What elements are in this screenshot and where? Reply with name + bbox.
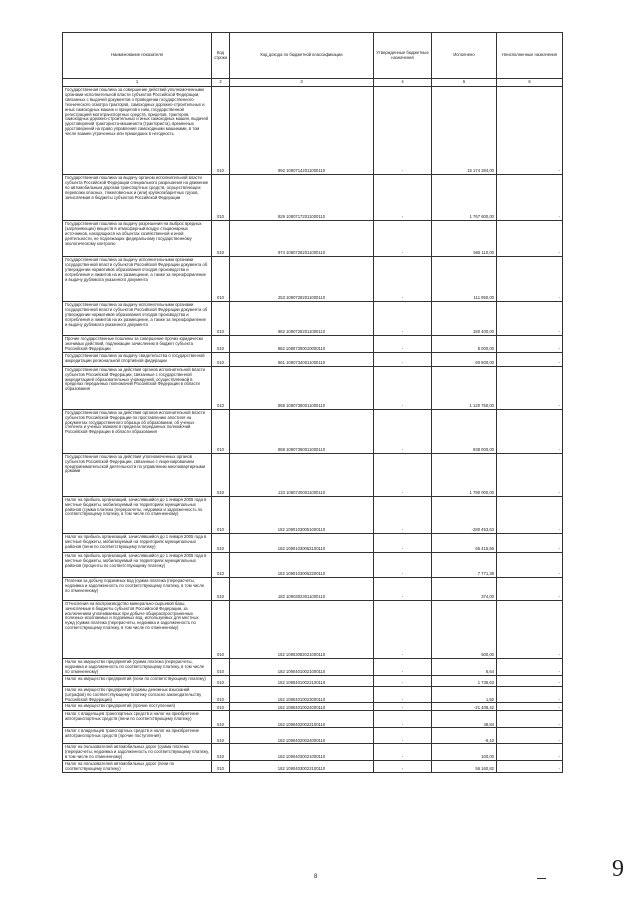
budget-code-cell: 182 10903082021000110 <box>230 600 374 658</box>
line-code-cell: 010 <box>212 552 230 577</box>
table-row <box>63 366 563 409</box>
indicator-name-cell: Государственная пошлина за выдачу органом исполнительной власти субъекта Российской Федерации специального разрешения на движение по автомобильным дорогам транспортных средств, осуществляющих перевозки опасных, тяжеловесных и (или) крупногабаритных грузов, зачисляемая в бюджеты субъектов Российской Федерации <box>63 175 212 221</box>
unexecuted-cell: - <box>497 552 563 577</box>
approved-cell: - <box>374 409 432 453</box>
unexecuted-cell: - <box>497 686 563 703</box>
unexecuted-cell: - <box>497 366 563 409</box>
executed-cell: 1 120 750,00 <box>432 366 497 409</box>
budget-code-cell: 868 10807390011000110 <box>230 409 374 453</box>
page-number: 8 <box>314 874 318 880</box>
approved-cell: - <box>374 552 432 577</box>
indicator-name-cell: Отчисления на воспроизводство минерально-сырьевой базы, зачисляемые в бюджеты субъектов Российской Федерации, за исключением уплачиваемых при добыче общераспространенных полезных ископаемых и подземных вод, используемых для местных нужд (сумма платежа (перерасчеты, недоимка и задолженность по соответствующему платежу, в том числе по отмененному) <box>63 600 212 658</box>
line-code-cell: 010 <box>212 257 230 302</box>
table-row <box>63 552 563 577</box>
column-number: 1 <box>63 79 212 87</box>
table-row <box>63 257 563 302</box>
unexecuted-cell: - <box>497 496 563 533</box>
unexecuted-cell: - <box>497 336 563 353</box>
budget-code-cell: 182 10904010021000110 <box>230 658 374 675</box>
column-number: 2 <box>212 79 230 87</box>
approved-cell: - <box>374 302 432 336</box>
indicator-name-cell: Государственная пошлина за выдачу свидетельства о государственной аккредитации региональной спортивной федерации <box>63 352 212 366</box>
approved-cell: - <box>374 703 432 711</box>
header-indicator-name: Наименование показателя <box>63 33 212 79</box>
unexecuted-cell: - <box>497 761 563 773</box>
unexecuted-cell: - <box>497 577 563 600</box>
approved-cell: - <box>374 600 432 658</box>
executed-cell: -21 408,42 <box>432 703 497 711</box>
budget-code-cell: 974 10807262011000110 <box>230 221 374 257</box>
executed-cell: 565 110,00 <box>432 221 497 257</box>
budget-code-cell: 982 10807300010000110 <box>230 336 374 353</box>
indicator-name-cell: Налог с владельцев транспортных средств и налог на приобретение автотранспортных средств (прочие поступления) <box>63 728 212 744</box>
column-number: 6 <box>497 79 563 87</box>
line-code-cell: 010 <box>212 675 230 686</box>
executed-cell: 5 000,00 <box>432 336 497 353</box>
indicator-name-cell: Налог с владельцев транспортных средств и налог на приобретение автотранспортных средств (пени по соответствующему платежу) <box>63 711 212 728</box>
table-row <box>63 533 563 552</box>
table-row <box>63 658 563 675</box>
line-code-cell: 010 <box>212 600 230 658</box>
line-code-cell: 010 <box>212 533 230 552</box>
table-row <box>63 744 563 761</box>
executed-cell: 1 767 600,00 <box>432 175 497 221</box>
line-code-cell: 010 <box>212 686 230 703</box>
indicator-name-cell: Государственная пошлина за действия органов исполнительной власти субъектов Российской Федерации, связанные с государственной аккредитацией образовательных учреждений, осуществляемой в пределах переданных полномочий Российской Федерации в области образования <box>63 366 212 409</box>
table-row <box>63 302 563 336</box>
table-row <box>63 686 563 703</box>
table-row <box>63 711 563 728</box>
budget-code-cell: 182 10904030021000110 <box>230 744 374 761</box>
budget-code-cell: 982 10807282011000110 <box>230 302 374 336</box>
table-row <box>63 352 563 366</box>
executed-cell: 111 950,00 <box>432 257 497 302</box>
line-code-cell: 010 <box>212 175 230 221</box>
approved-cell: - <box>374 257 432 302</box>
budget-code-cell: 929 10807172011000110 <box>230 175 374 221</box>
unexecuted-cell: - <box>497 257 563 302</box>
line-code-cell: 010 <box>212 336 230 353</box>
executed-cell: 65 415,56 <box>432 533 497 552</box>
line-code-cell: 010 <box>212 221 230 257</box>
approved-cell: - <box>374 744 432 761</box>
line-code-cell: 010 <box>212 302 230 336</box>
executed-cell: 150 400,00 <box>432 302 497 336</box>
approved-cell: - <box>374 496 432 533</box>
header-unexecuted: Неисполненные назначения <box>497 33 563 79</box>
table-row <box>63 577 563 600</box>
approved-cell: - <box>374 728 432 744</box>
table-row <box>63 87 563 175</box>
approved-cell: - <box>374 533 432 552</box>
budget-code-cell: 868 10807380011000110 <box>230 366 374 409</box>
indicator-name-cell: Налог на имущество предприятий (пени по соответствующему платежу) <box>63 675 212 686</box>
corner-page-mark: 9 <box>612 856 624 882</box>
indicator-name-cell: Налог на прибыль организаций, зачислявшийся до 1 января 2005 года в местные бюджеты, мобилизуемый на территориях муниципальных районов (пени по соответствующему платежу) <box>63 533 212 552</box>
line-code-cell: 010 <box>212 658 230 675</box>
budget-code-cell: 992 10807142011000110 <box>230 87 374 175</box>
line-code-cell: 010 <box>212 577 230 600</box>
unexecuted-cell: - <box>497 744 563 761</box>
line-code-cell: 010 <box>212 352 230 366</box>
unexecuted-cell: - <box>497 409 563 453</box>
indicator-name-cell: Налог на прибыль организаций, зачислявшийся до 1 января 2005 года в местные бюджеты, мобилизуемый на территориях муниципальных районов (сумма платежа (перерасчеты, недоимка и задолженность по соответствующему платежу, в том числе по отмененному) <box>63 496 212 533</box>
table-row <box>63 336 563 353</box>
table-row <box>63 728 563 744</box>
indicator-name-cell: Государственная пошлина за выдачу исполнительными органами государственной власти субъектов Российской Федерации документа об утверждении нормативов образования отходов производства и потребления и лимитов на их размещение, а также за переоформление и выдачу дубликата указанного документа <box>63 302 212 336</box>
table-row <box>63 221 563 257</box>
unexecuted-cell: - <box>497 675 563 686</box>
indicator-name-cell: Налог на имущество предприятий (суммы денежных взысканий (штрафов) по соответствующему платежу согласно законодательству Российской Федерации) <box>63 686 212 703</box>
unexecuted-cell: - <box>497 87 563 175</box>
indicator-name-cell: Государственная пошлина за действия уполномоченных органов субъектов Российской Федерации, связанные с лицензированием предпринимательской деятельности по управлению многоквартирными домами <box>63 453 212 496</box>
line-code-cell: 010 <box>212 703 230 711</box>
executed-cell: 100,00 <box>432 744 497 761</box>
budget-code-cell: 182 10901030051000110 <box>230 496 374 533</box>
executed-cell: 938 000,00 <box>432 409 497 453</box>
executed-cell: 6,64 <box>432 658 497 675</box>
header-executed: Исполнено <box>432 33 497 79</box>
unexecuted-cell: - <box>497 221 563 257</box>
header-line-code: Код строки <box>212 33 230 79</box>
indicator-name-cell: Государственная пошлина за выдачу разрешения на выброс вредных (загрязняющих) веществ в атмосферный воздух стационарных источников, находящихся на объектах хозяйственной и иной деятельности, не подлежащих федеральному государственному экологическому контролю <box>63 221 212 257</box>
table-row <box>63 761 563 773</box>
approved-cell: - <box>374 761 432 773</box>
indicator-name-cell: Государственная пошлина за выдачу исполнительными органами государственной власти субъектов Российской Федерации документа об утверждении нормативов образования отходов производства и потребления и лимитов на их размещение, а также за переоформление и выдачу дубликата указанного документа <box>63 257 212 302</box>
indicator-name-cell: Налог на имущество предприятий (сумма платежа (перерасчеты, недоимка и задолженность по соответствующему платежу, в том числе по отмененному) <box>63 658 212 675</box>
approved-cell: - <box>374 336 432 353</box>
line-code-cell: 010 <box>212 761 230 773</box>
executed-cell: 60 500,00 <box>432 352 497 366</box>
budget-code-cell: 133 10807400011000110 <box>230 453 374 496</box>
indicator-name-cell: Налог на прибыль организаций, зачислявшийся до 1 января 2005 года в местные бюджеты, мобилизуемый на территориях муниципальных районов (проценты по соответствующему платежу) <box>63 552 212 577</box>
approved-cell: - <box>374 711 432 728</box>
executed-cell: 15 174 284,00 <box>432 87 497 175</box>
column-number: 4 <box>374 79 432 87</box>
table-row <box>63 496 563 533</box>
indicator-name-cell: Государственная пошлина за действия органов исполнительной власти субъектов Российской Федерации по проставлению апостиля на документах государственного образца об образовании, об ученых степенях и ученых званиях в пределах переданных полномочий Российской Федерации в области образования <box>63 409 212 453</box>
budget-code-cell: 182 10901030052200110 <box>230 552 374 577</box>
line-code-cell: 010 <box>212 409 230 453</box>
unexecuted-cell: - <box>497 175 563 221</box>
budget-code-cell: 182 10904010024000110 <box>230 703 374 711</box>
unexecuted-cell: - <box>497 302 563 336</box>
table-row <box>63 175 563 221</box>
budget-code-cell: 253 10807282011000110 <box>230 257 374 302</box>
table-row <box>63 600 563 658</box>
report-sheet <box>62 32 562 773</box>
executed-cell: 1,50 <box>432 686 497 703</box>
approved-cell: - <box>374 221 432 257</box>
budget-code-cell: 182 10903023011000110 <box>230 577 374 600</box>
budget-code-cell: 861 10807340011000110 <box>230 352 374 366</box>
indicator-name-cell: Прочие государственные пошлины за совершение прочих юридически значимых действий, подлежащие зачислению в бюджет субъекта Российской Федерации <box>63 336 212 353</box>
indicator-name-cell: Налог на пользователей автомобильных дорог (сумма платежа (перерасчеты, недоимка и задолженность по соответствующему платежу, в том числе по отмененному) <box>63 744 212 761</box>
column-number: 3 <box>230 79 374 87</box>
executed-cell: -280 453,63 <box>432 496 497 533</box>
budget-code-cell: 182 10904010023000110 <box>230 686 374 703</box>
line-code-cell: 010 <box>212 744 230 761</box>
executed-cell: 56 160,82 <box>432 761 497 773</box>
unexecuted-cell: - <box>497 711 563 728</box>
indicator-name-cell: Платежи за добычу подземных вод (сумма платежа (перерасчеты, недоимка и задолженность по соответствующему платежу, в том числе по отмененному) <box>63 577 212 600</box>
budget-code-cell: 182 10904020024000110 <box>230 728 374 744</box>
approved-cell: - <box>374 577 432 600</box>
approved-cell: - <box>374 175 432 221</box>
unexecuted-cell: - <box>497 352 563 366</box>
unexecuted-cell: - <box>497 728 563 744</box>
table-row <box>63 453 563 496</box>
table-row <box>63 675 563 686</box>
executed-cell: 7 771,38 <box>432 552 497 577</box>
line-code-cell: 010 <box>212 711 230 728</box>
approved-cell: - <box>374 686 432 703</box>
approved-cell: - <box>374 366 432 409</box>
income-table <box>62 32 563 773</box>
executed-cell: 1 790 000,00 <box>432 453 497 496</box>
table-header-row <box>63 33 563 79</box>
approved-cell: - <box>374 352 432 366</box>
budget-code-cell: 182 10904020022100110 <box>230 711 374 728</box>
indicator-name-cell: Налог на пользователей автомобильных дорог (пени по соответствующему платежу) <box>63 761 212 773</box>
executed-cell: -6,10 <box>432 728 497 744</box>
approved-cell: - <box>374 658 432 675</box>
line-code-cell: 010 <box>212 453 230 496</box>
line-code-cell: 010 <box>212 496 230 533</box>
executed-cell: 374,00 <box>432 577 497 600</box>
table-row <box>63 409 563 453</box>
line-code-cell: 010 <box>212 728 230 744</box>
corner-dash <box>537 878 546 879</box>
approved-cell: - <box>374 453 432 496</box>
table-row <box>63 703 563 711</box>
executed-cell: 1 736,63 <box>432 675 497 686</box>
line-code-cell: 010 <box>212 366 230 409</box>
budget-code-cell: 182 10904030022100110 <box>230 761 374 773</box>
approved-cell: - <box>374 675 432 686</box>
header-budget-code: Код дохода по бюджетной классификации <box>230 33 374 79</box>
unexecuted-cell: - <box>497 703 563 711</box>
unexecuted-cell: - <box>497 453 563 496</box>
budget-code-cell: 182 10901030052100110 <box>230 533 374 552</box>
column-number-row <box>63 79 563 87</box>
executed-cell: 500,00 <box>432 600 497 658</box>
header-approved: Утвержденные бюджетные назначения <box>374 33 432 79</box>
approved-cell: - <box>374 87 432 175</box>
column-number: 5 <box>432 79 497 87</box>
unexecuted-cell: - <box>497 600 563 658</box>
line-code-cell: 010 <box>212 87 230 175</box>
indicator-name-cell: Налог на имущество предприятий (прочие поступления) <box>63 703 212 711</box>
executed-cell: 48,84 <box>432 711 497 728</box>
budget-code-cell: 182 10904010022100110 <box>230 675 374 686</box>
unexecuted-cell: - <box>497 533 563 552</box>
unexecuted-cell: - <box>497 658 563 675</box>
indicator-name-cell: Государственная пошлина за совершение действий уполномоченными органами исполнительной власти субъектов Российской Федерации, связанных с выдачей документов о проведении государственного технического осмотра тракторов, самоходных дорожно-строительных и иных самоходных машин и прицепов к ним, государственной регистрацией мототранспортных средств, прицепов, тракторов, самоходных дорожно-строительных и иных самоходных машин, выдачей удостоверений тракториста-машиниста (тракториста), временных удостоверений на право управления самоходными машинами, в том числе взамен утраченных или пришедших в негодность <box>63 87 212 175</box>
